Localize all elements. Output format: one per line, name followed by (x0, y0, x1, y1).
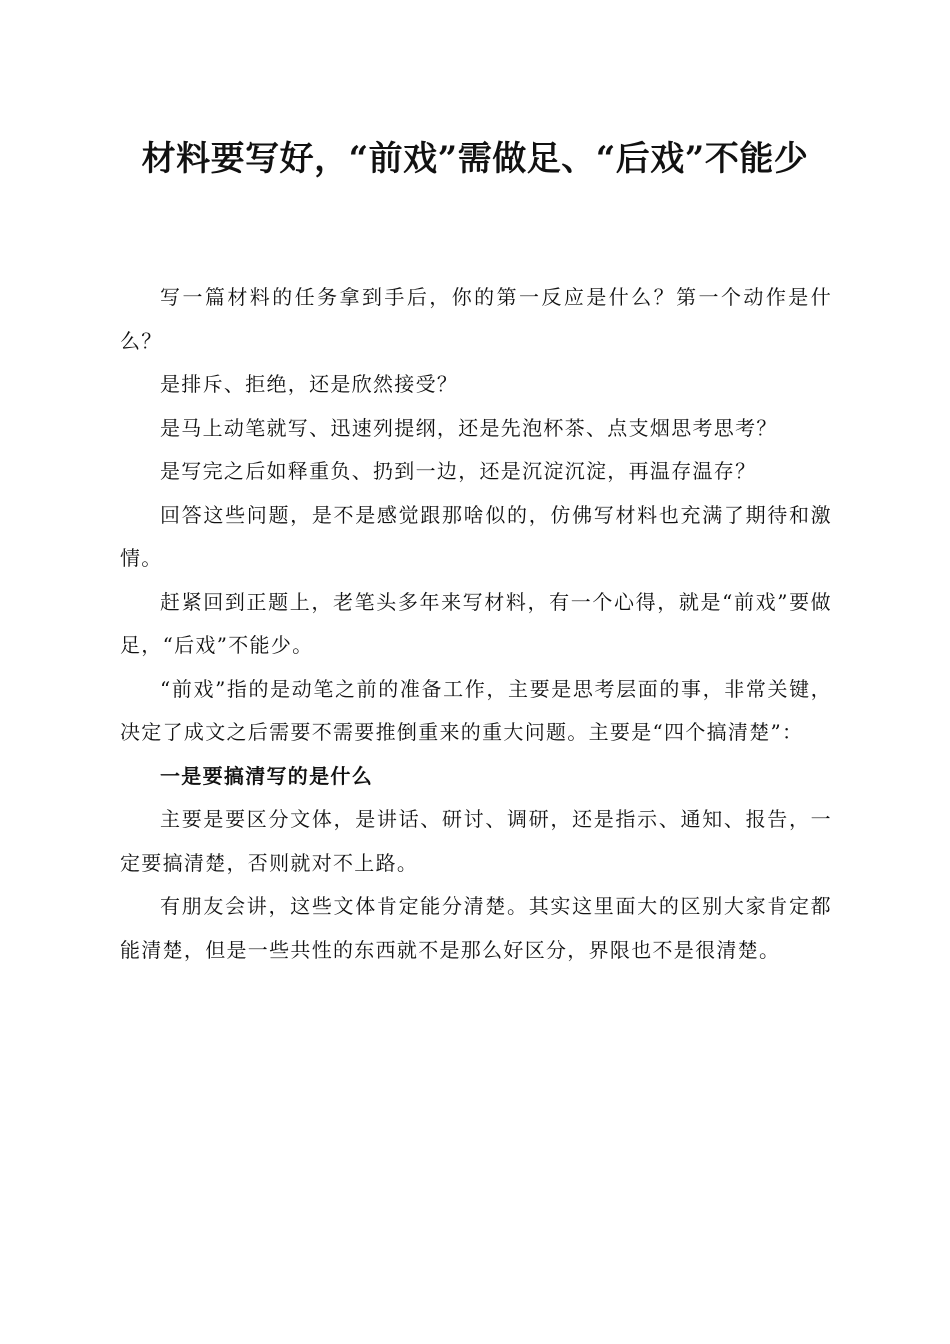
paragraph-7: “前戏”指的是动笔之前的准备工作，主要是思考层面的事，非常关键，决定了成文之后需要不需要推倒重来的重大问题。主要是“四个搞清楚”： (120, 676, 832, 744)
document-body (120, 276, 832, 972)
paragraph-6: 赶紧回到正题上，老笔头多年来写材料，有一个心得，就是“前戏”要做足，“后戏”不能少。 (120, 589, 832, 657)
document-title: 材料要写好，“前戏”需做足、“后戏”不能少 (141, 139, 809, 179)
paragraph-2: 是排斥、拒绝，还是欣然接受？ (160, 372, 459, 396)
paragraph-4: 是写完之后如释重负、扔到一边，还是沉淀沉淀，再温存温存？ (160, 459, 757, 483)
paragraph-1: 写一篇材料的任务拿到手后，你的第一反应是什么？第一个动作是什么？ (120, 285, 832, 353)
paragraph-9: 有朋友会讲，这些文体肯定能分清楚。其实这里面大的区别大家肯定都能清楚，但是一些共性的东西就不是那么好区分，界限也不是很清楚。 (120, 894, 832, 962)
paragraph-3: 是马上动笔就写、迅速列提纲，还是先泡杯茶、点支烟思考思考？ (160, 415, 778, 440)
section-heading: 一是要搞清写的是什么 (160, 763, 373, 788)
paragraph-5: 回答这些问题，是不是感觉跟那啥似的，仿佛写材料也充满了期待和激情。 (120, 502, 832, 570)
paragraph-8: 主要是要区分文体，是讲话、研讨、调研，还是指示、通知、报告，一定要搞清楚，否则就对不上路。 (120, 807, 832, 875)
